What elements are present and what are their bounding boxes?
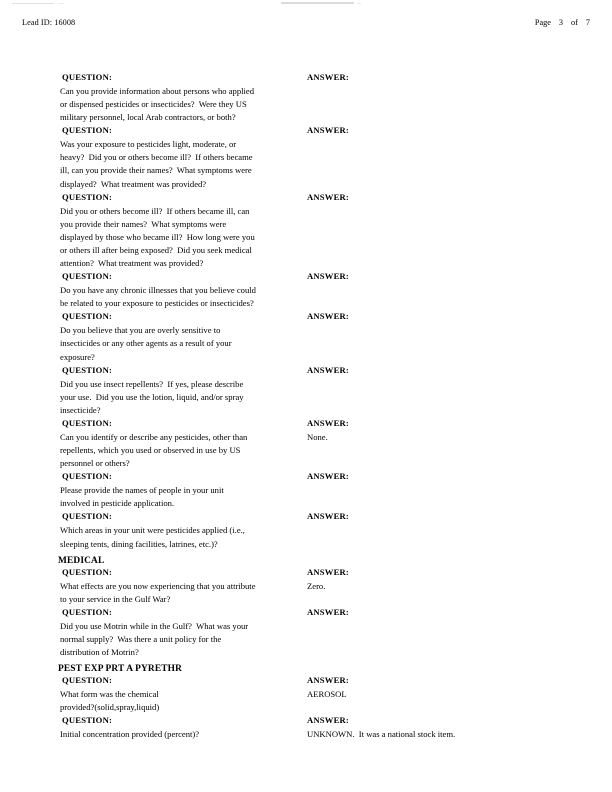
document-body bbox=[0, 72, 612, 742]
question-text bbox=[60, 378, 310, 417]
question-line: What form was the chemical bbox=[60, 689, 159, 700]
qa-label-row bbox=[0, 418, 612, 431]
answer-label: ANSWER: bbox=[307, 271, 349, 282]
qa-body-row bbox=[0, 728, 612, 741]
qa-label-row bbox=[0, 311, 612, 324]
question-text bbox=[60, 284, 310, 310]
question-line: repellents, which you used or observed in use by US bbox=[60, 445, 241, 456]
question-text bbox=[60, 484, 310, 510]
question-line: to your service in the Gulf War? bbox=[60, 593, 171, 604]
scan-artifact-top-center-dot bbox=[357, 3, 361, 4]
question-line: Do you believe that you are overly sensitive to bbox=[60, 325, 221, 336]
page-current: 3 bbox=[558, 18, 563, 27]
question-text bbox=[60, 85, 310, 124]
qa-body-row bbox=[0, 524, 612, 550]
qa-block bbox=[0, 567, 612, 606]
qa-block bbox=[0, 471, 612, 510]
qa-body-row bbox=[0, 620, 612, 659]
answer-label: ANSWER: bbox=[307, 471, 349, 482]
qa-label-row bbox=[0, 607, 612, 620]
question-line: military personnel, local Arab contractors, or both? bbox=[60, 112, 236, 123]
page-number bbox=[535, 18, 590, 27]
answer-text bbox=[307, 580, 597, 593]
lead-id: Lead ID: 16008 bbox=[22, 18, 76, 27]
question-line: Did you use Motrin while in the Gulf? What was your bbox=[60, 620, 249, 631]
question-line: insecticide? bbox=[60, 404, 101, 415]
question-line: displayed by those who became ill? How long were you bbox=[60, 231, 255, 242]
question-line: exposure? bbox=[60, 351, 95, 362]
question-label: QUESTION: bbox=[62, 417, 113, 428]
page-total: 7 bbox=[585, 18, 590, 27]
answer-line: AEROSOL bbox=[307, 689, 347, 700]
qa-label-row bbox=[0, 715, 612, 728]
qa-body-row bbox=[0, 205, 612, 271]
question-label: QUESTION: bbox=[62, 191, 113, 202]
question-line: normal supply? Was there a unit policy for the bbox=[60, 633, 222, 644]
question-line: personnel or others? bbox=[60, 458, 130, 469]
answer-label: ANSWER: bbox=[307, 72, 349, 82]
scan-artifact-top-center bbox=[281, 2, 354, 4]
question-line: your use. Did you use the lotion, liquid, and/or spray bbox=[60, 391, 244, 402]
question-text bbox=[60, 431, 310, 470]
qa-label-row bbox=[0, 125, 612, 138]
question-line: involved in pesticide application. bbox=[60, 498, 175, 509]
qa-label-row bbox=[0, 675, 612, 688]
question-line: Was your exposure to pesticides light, moderate, or bbox=[60, 139, 237, 150]
qa-body-row bbox=[0, 431, 612, 470]
question-label: QUESTION: bbox=[62, 511, 113, 522]
question-line: Can you identify or describe any pesticides, other than bbox=[60, 431, 248, 442]
question-line: be related to your exposure to pesticides or insecticides? bbox=[60, 298, 254, 309]
scan-artifact-top-left bbox=[12, 3, 54, 4]
answer-line: UNKNOWN. It was a national stock item. bbox=[307, 729, 456, 740]
answer-label: ANSWER: bbox=[307, 311, 349, 322]
qa-block bbox=[0, 675, 612, 714]
qa-label-row bbox=[0, 511, 612, 524]
question-line: Which areas in your unit were pesticides applied (i.e., bbox=[60, 525, 245, 536]
qa-block bbox=[0, 607, 612, 659]
question-line: attention? What treatment was provided? bbox=[60, 258, 204, 269]
question-line: distribution of Motrin? bbox=[60, 647, 139, 658]
answer-text bbox=[307, 688, 597, 701]
qa-block bbox=[0, 311, 612, 363]
answer-label: ANSWER: bbox=[307, 606, 349, 617]
qa-body-row bbox=[0, 688, 612, 714]
qa-block bbox=[0, 271, 612, 310]
question-line: insecticides or any other agents as a result of your bbox=[60, 338, 232, 349]
answer-line: None. bbox=[307, 431, 328, 442]
answer-label: ANSWER: bbox=[307, 417, 349, 428]
question-label: QUESTION: bbox=[62, 125, 113, 136]
qa-body-row bbox=[0, 378, 612, 417]
question-label: QUESTION: bbox=[62, 311, 113, 322]
question-line: displayed? What treatment was provided? bbox=[60, 178, 207, 189]
qa-body-row bbox=[0, 580, 612, 606]
page-label: Page bbox=[534, 18, 551, 27]
qa-block bbox=[0, 715, 612, 741]
question-label: QUESTION: bbox=[62, 566, 113, 577]
qa-label-row bbox=[0, 471, 612, 484]
page-header bbox=[0, 18, 612, 32]
question-line: or others ill after being exposed? Did you seek medical bbox=[60, 244, 252, 255]
scan-artifact-top-left-dot bbox=[58, 3, 64, 4]
answer-label: ANSWER: bbox=[307, 125, 349, 136]
answer-label: ANSWER: bbox=[307, 715, 349, 726]
question-label: QUESTION: bbox=[62, 471, 113, 482]
question-line: heavy? Did you or others become ill? If others became bbox=[60, 152, 253, 163]
question-text bbox=[60, 205, 310, 270]
question-line: Can you provide information about persons who applied bbox=[60, 86, 255, 96]
question-label: QUESTION: bbox=[62, 715, 113, 726]
question-label: QUESTION: bbox=[62, 364, 113, 375]
qa-label-row bbox=[0, 567, 612, 580]
answer-line: Zero. bbox=[307, 580, 326, 591]
qa-label-row bbox=[0, 271, 612, 284]
question-line: Did you or others become ill? If others became ill, can bbox=[60, 205, 250, 216]
question-label: QUESTION: bbox=[62, 271, 113, 282]
question-line: What effects are you now experiencing that you attribute bbox=[60, 580, 256, 591]
qa-body-row bbox=[0, 85, 612, 124]
question-text bbox=[60, 524, 310, 550]
qa-body-row bbox=[0, 284, 612, 310]
question-line: provided?(solid,spray,liquid) bbox=[60, 702, 160, 713]
question-line: or dispensed pesticides or insecticides? Were they US bbox=[60, 99, 247, 110]
section-heading: PEST EXP PRT A PYRETHR bbox=[58, 664, 183, 675]
answer-label: ANSWER: bbox=[307, 364, 349, 375]
answer-label: ANSWER: bbox=[307, 566, 349, 577]
qa-block bbox=[0, 365, 612, 417]
question-line: you provide their names? What symptoms were bbox=[60, 218, 227, 229]
question-line: ill, can you provide their names? What symptoms were bbox=[60, 165, 252, 176]
question-text bbox=[60, 620, 310, 659]
qa-body-row bbox=[0, 484, 612, 510]
qa-body-row bbox=[0, 324, 612, 363]
qa-body-row bbox=[0, 138, 612, 190]
question-line: Did you use insect repellents? If yes, please describe bbox=[60, 378, 244, 389]
question-text bbox=[60, 728, 310, 741]
answer-text bbox=[307, 728, 597, 741]
answer-text bbox=[307, 431, 597, 444]
qa-label-row bbox=[0, 365, 612, 378]
question-label: QUESTION: bbox=[62, 606, 113, 617]
qa-block bbox=[0, 192, 612, 271]
question-text bbox=[60, 580, 310, 606]
question-text bbox=[60, 138, 310, 190]
question-label: QUESTION: bbox=[62, 72, 113, 82]
section-heading: MEDICAL bbox=[58, 555, 105, 566]
qa-block bbox=[0, 72, 612, 124]
page-of-label: of bbox=[571, 18, 578, 27]
qa-block bbox=[0, 125, 612, 190]
answer-label: ANSWER: bbox=[307, 511, 349, 522]
answer-label: ANSWER: bbox=[307, 675, 349, 686]
question-line: Do you have any chronic illnesses that you believe could bbox=[60, 285, 256, 296]
question-line: Please provide the names of people in your unit bbox=[60, 485, 224, 496]
question-text bbox=[60, 324, 310, 363]
question-text bbox=[60, 688, 310, 714]
qa-block bbox=[0, 511, 612, 550]
question-label: QUESTION: bbox=[62, 675, 113, 686]
question-line: Initial concentration provided (percent)? bbox=[60, 729, 200, 740]
qa-block bbox=[0, 418, 612, 470]
answer-label: ANSWER: bbox=[307, 191, 349, 202]
qa-label-row bbox=[0, 72, 612, 85]
qa-label-row bbox=[0, 192, 612, 205]
question-line: sleeping tents, dining facilities, latrines, etc.)? bbox=[60, 538, 218, 549]
